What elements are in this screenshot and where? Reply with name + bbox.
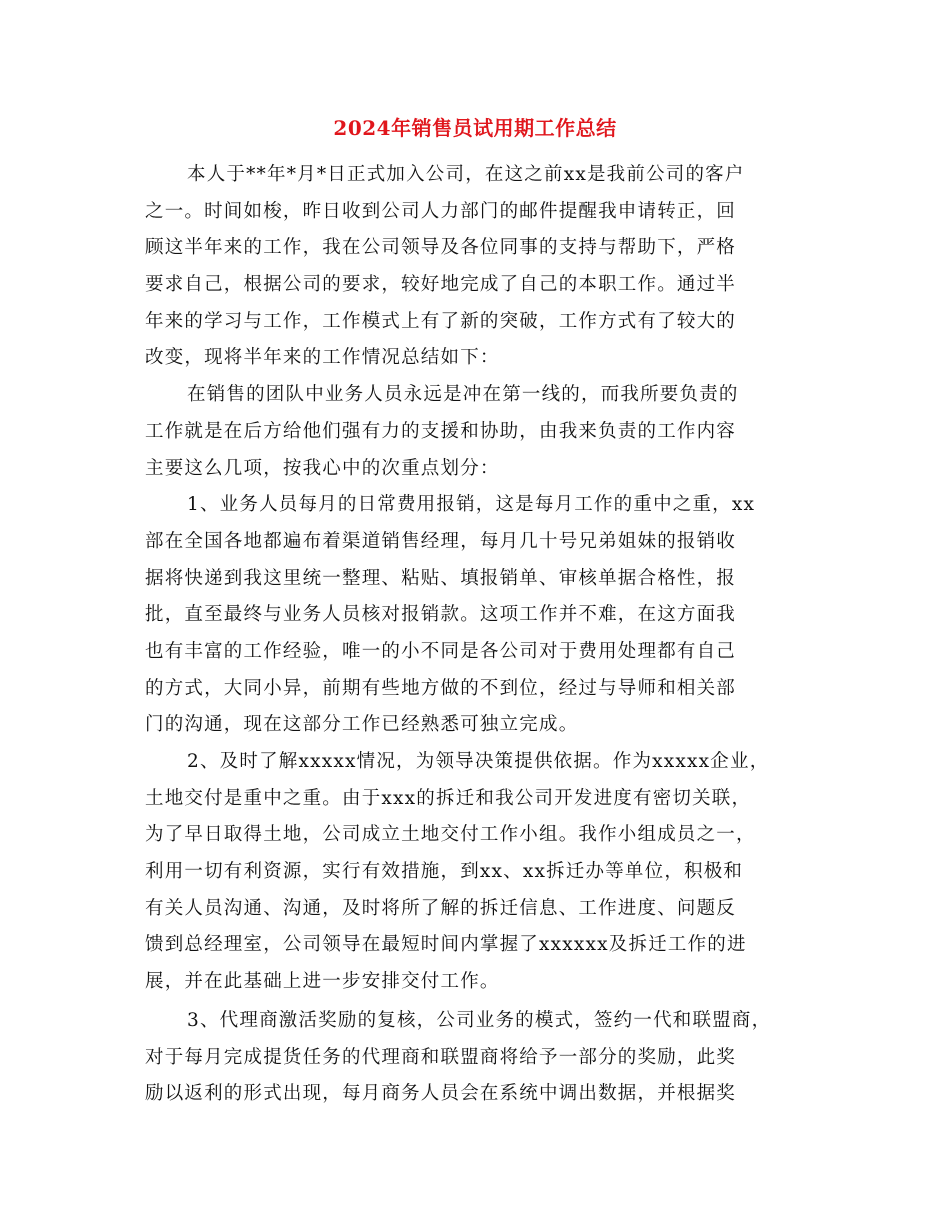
text-line: 顾这半年来的工作，我在公司领导及各位同事的支持与帮助下，严格 <box>145 237 737 259</box>
text-line: 改变，现将半年来的工作情况总结如下： <box>145 347 500 369</box>
text-line: 年来的学习与工作，工作模式上有了新的突破，工作方式有了较大的 <box>145 310 737 332</box>
text-line: 之一。时间如梭，昨日收到公司人力部门的邮件提醒我申请转正，回 <box>145 200 737 222</box>
text-line: 工作就是在后方给他们强有力的支援和协助，由我来负责的工作内容 <box>145 420 737 442</box>
text-line: 门的沟通，现在这部分工作已经熟悉可独立完成。 <box>145 714 579 736</box>
text-line: 馈到总经理室，公司领导在最短时间内掌握了xxxxxx及拆迁工作的进 <box>145 934 747 956</box>
text-line: 批，直至最终与业务人员核对报销款。这项工作并不难，在这方面我 <box>145 604 737 626</box>
text-line: 励以返利的形式出现，每月商务人员会在系统中调出数据，并根据奖 <box>145 1083 737 1105</box>
text-line: 主要这么几项，按我心中的次重点划分： <box>145 457 500 479</box>
text-line: 的方式，大同小异，前期有些地方做的不到位，经过与导师和相关部 <box>145 677 737 699</box>
text-line: 在销售的团队中业务人员永远是冲在第一线的，而我所要负责的 <box>187 384 739 406</box>
text-line: 为了早日取得土地，公司成立土地交付工作小组。我作小组成员之一， <box>145 824 756 846</box>
text-line: 展，并在此基础上进一步安排交付工作。 <box>145 971 500 993</box>
text-line: 要求自己，根据公司的要求，较好地完成了自己的本职工作。通过半 <box>145 274 737 296</box>
text-line: 利用一切有利资源，实行有效措施，到xx、xx拆迁办等单位，积极和 <box>145 861 744 883</box>
text-line: 1、业务人员每月的日常费用报销，这是每月工作的重中之重，xx <box>187 494 756 516</box>
document-title: 2024年销售员试用期工作总结 <box>333 116 617 140</box>
text-line: 土地交付是重中之重。由于xxx的拆迁和我公司开发进度有密切关联， <box>145 787 752 809</box>
text-line: 也有丰富的工作经验，唯一的小不同是各公司对于费用处理都有自己 <box>145 640 737 662</box>
document-body <box>145 157 815 1113</box>
text-line: 3、代理商激活奖励的复核，公司业务的模式，签约一代和联盟商， <box>187 1009 772 1031</box>
text-line: 本人于**年*月*日正式加入公司，在这之前xx是我前公司的客户 <box>187 164 745 185</box>
text-line: 据将快递到我这里统一整理、粘贴、填报销单、审核单据合格性，报 <box>145 567 737 589</box>
text-line: 对于每月完成提货任务的代理商和联盟商将给予一部分的奖励，此奖 <box>145 1046 737 1068</box>
text-line: 有关人员沟通、沟通，及时将所了解的拆迁信息、工作进度、问题反 <box>145 897 737 919</box>
text-line: 2、及时了解xxxxx情况，为领导决策提供依据。作为xxxxx企业， <box>187 751 770 772</box>
text-line: 部在全国各地都遍布着渠道销售经理，每月几十号兄弟姐妹的报销收 <box>145 530 737 552</box>
